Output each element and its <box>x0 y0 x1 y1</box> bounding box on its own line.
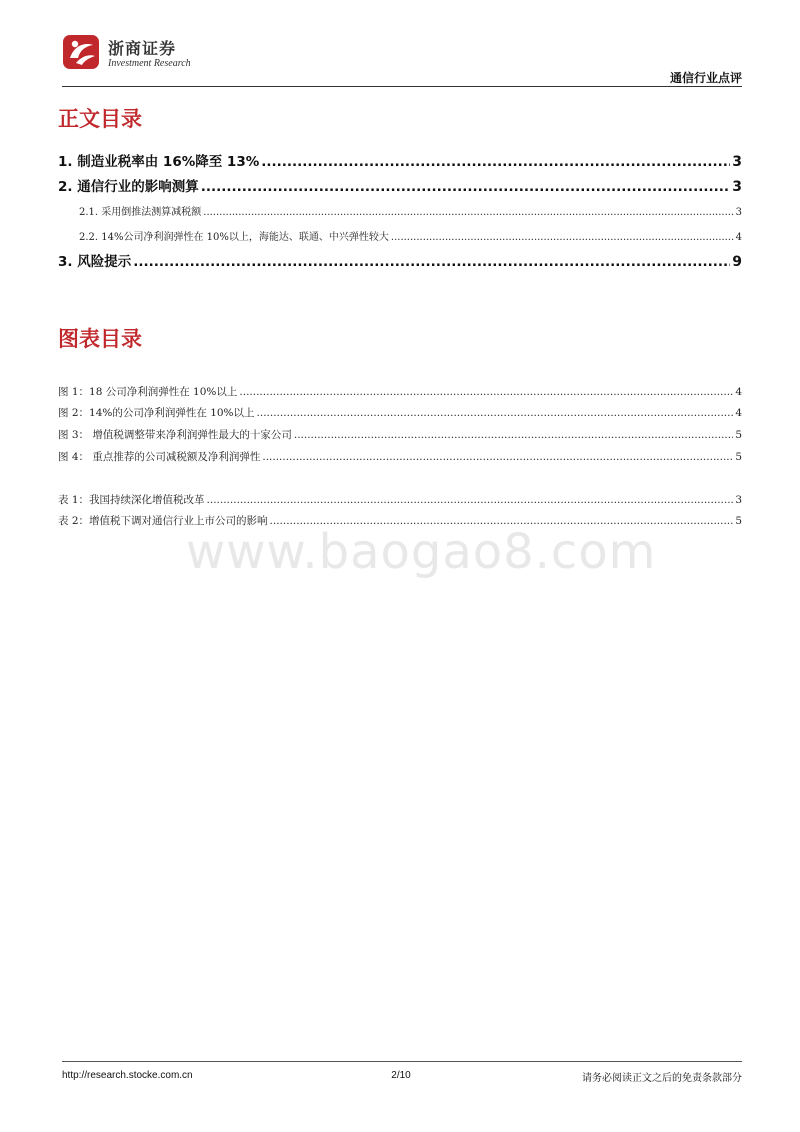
footer-disclaimer: 请务必阅读正文之后的免责条款部分 <box>582 1073 742 1084</box>
figure-entry[interactable] <box>58 405 742 420</box>
figure-entry-label: 图 2：14%的公司净利润弹性在 10%以上 <box>58 407 255 419</box>
toc-entry[interactable] <box>58 250 742 270</box>
figure-entry-label: 图 1：18 公司净利润弹性在 10%以上 <box>58 386 238 398</box>
leader-dots <box>203 207 733 218</box>
figure-entry[interactable] <box>58 427 742 442</box>
footer-divider <box>62 1061 742 1062</box>
figure-entry[interactable] <box>58 384 742 399</box>
figure-entry-page: 4 <box>735 407 742 419</box>
leader-dots <box>239 386 733 398</box>
figures-title: 图表目录 <box>58 327 142 351</box>
logo-chinese-name: 浙商证券 <box>108 39 177 58</box>
table-entry-label: 表 1：我国持续深化增值税改革 <box>58 494 205 506</box>
table-entry-page: 5 <box>735 515 742 527</box>
toc-entry-page: 3 <box>732 179 742 195</box>
page-header <box>62 30 742 86</box>
leader-dots <box>294 429 733 441</box>
company-logo-icon <box>62 32 102 72</box>
leader-dots <box>257 407 734 419</box>
toc-entry-label: 3. 风险提示 <box>58 254 132 270</box>
toc-title: 正文目录 <box>58 107 142 131</box>
figure-entry-page: 5 <box>735 429 742 441</box>
toc-entry-page: 4 <box>735 232 742 243</box>
toc-subentry[interactable] <box>79 203 742 218</box>
figure-entry-label: 图 4： 重点推荐的公司减税额及净利润弹性 <box>58 451 261 463</box>
leader-dots <box>261 154 730 170</box>
leader-dots <box>201 179 731 195</box>
logo-english-name: Investment Research <box>108 58 191 69</box>
figure-entry-page: 5 <box>735 451 742 463</box>
header-divider <box>62 86 742 87</box>
watermark-text: www.baogao8.com <box>186 524 657 580</box>
table-entry-label: 表 2：增值税下调对通信行业上市公司的影响 <box>58 515 268 527</box>
footer-url-link[interactable]: http://research.stocke.com.cn <box>62 1070 193 1081</box>
leader-dots <box>262 451 733 463</box>
toc-entry-page: 9 <box>732 254 742 270</box>
toc-entry[interactable] <box>58 175 742 195</box>
figure-entry-page: 4 <box>735 386 742 398</box>
report-type-label: 通信行业点评 <box>669 71 742 85</box>
toc-entry-page: 3 <box>732 154 742 170</box>
leader-dots <box>133 254 730 270</box>
leader-dots <box>207 494 734 506</box>
toc-subentry[interactable] <box>79 228 742 243</box>
page-number: 2/10 <box>391 1070 411 1081</box>
toc-entry-label: 2.1. 采用倒推法测算减税额 <box>79 207 202 218</box>
toc-entry-label: 2.2. 14%公司净利润弹性在 10%以上，海能达、联通、中兴弹性较大 <box>79 232 389 243</box>
toc-entry-page: 3 <box>735 207 742 218</box>
toc-entry-label: 2. 通信行业的影响测算 <box>58 179 199 195</box>
toc-entry[interactable] <box>58 150 742 170</box>
toc-entry-label: 1. 制造业税率由 16%降至 13% <box>58 154 260 170</box>
figure-entry[interactable] <box>58 449 742 464</box>
table-entry-page: 3 <box>735 494 742 506</box>
table-entry[interactable] <box>58 492 742 507</box>
leader-dots <box>391 232 734 243</box>
figure-entry-label: 图 3： 增值税调整带来净利润弹性最大的十家公司 <box>58 429 292 441</box>
